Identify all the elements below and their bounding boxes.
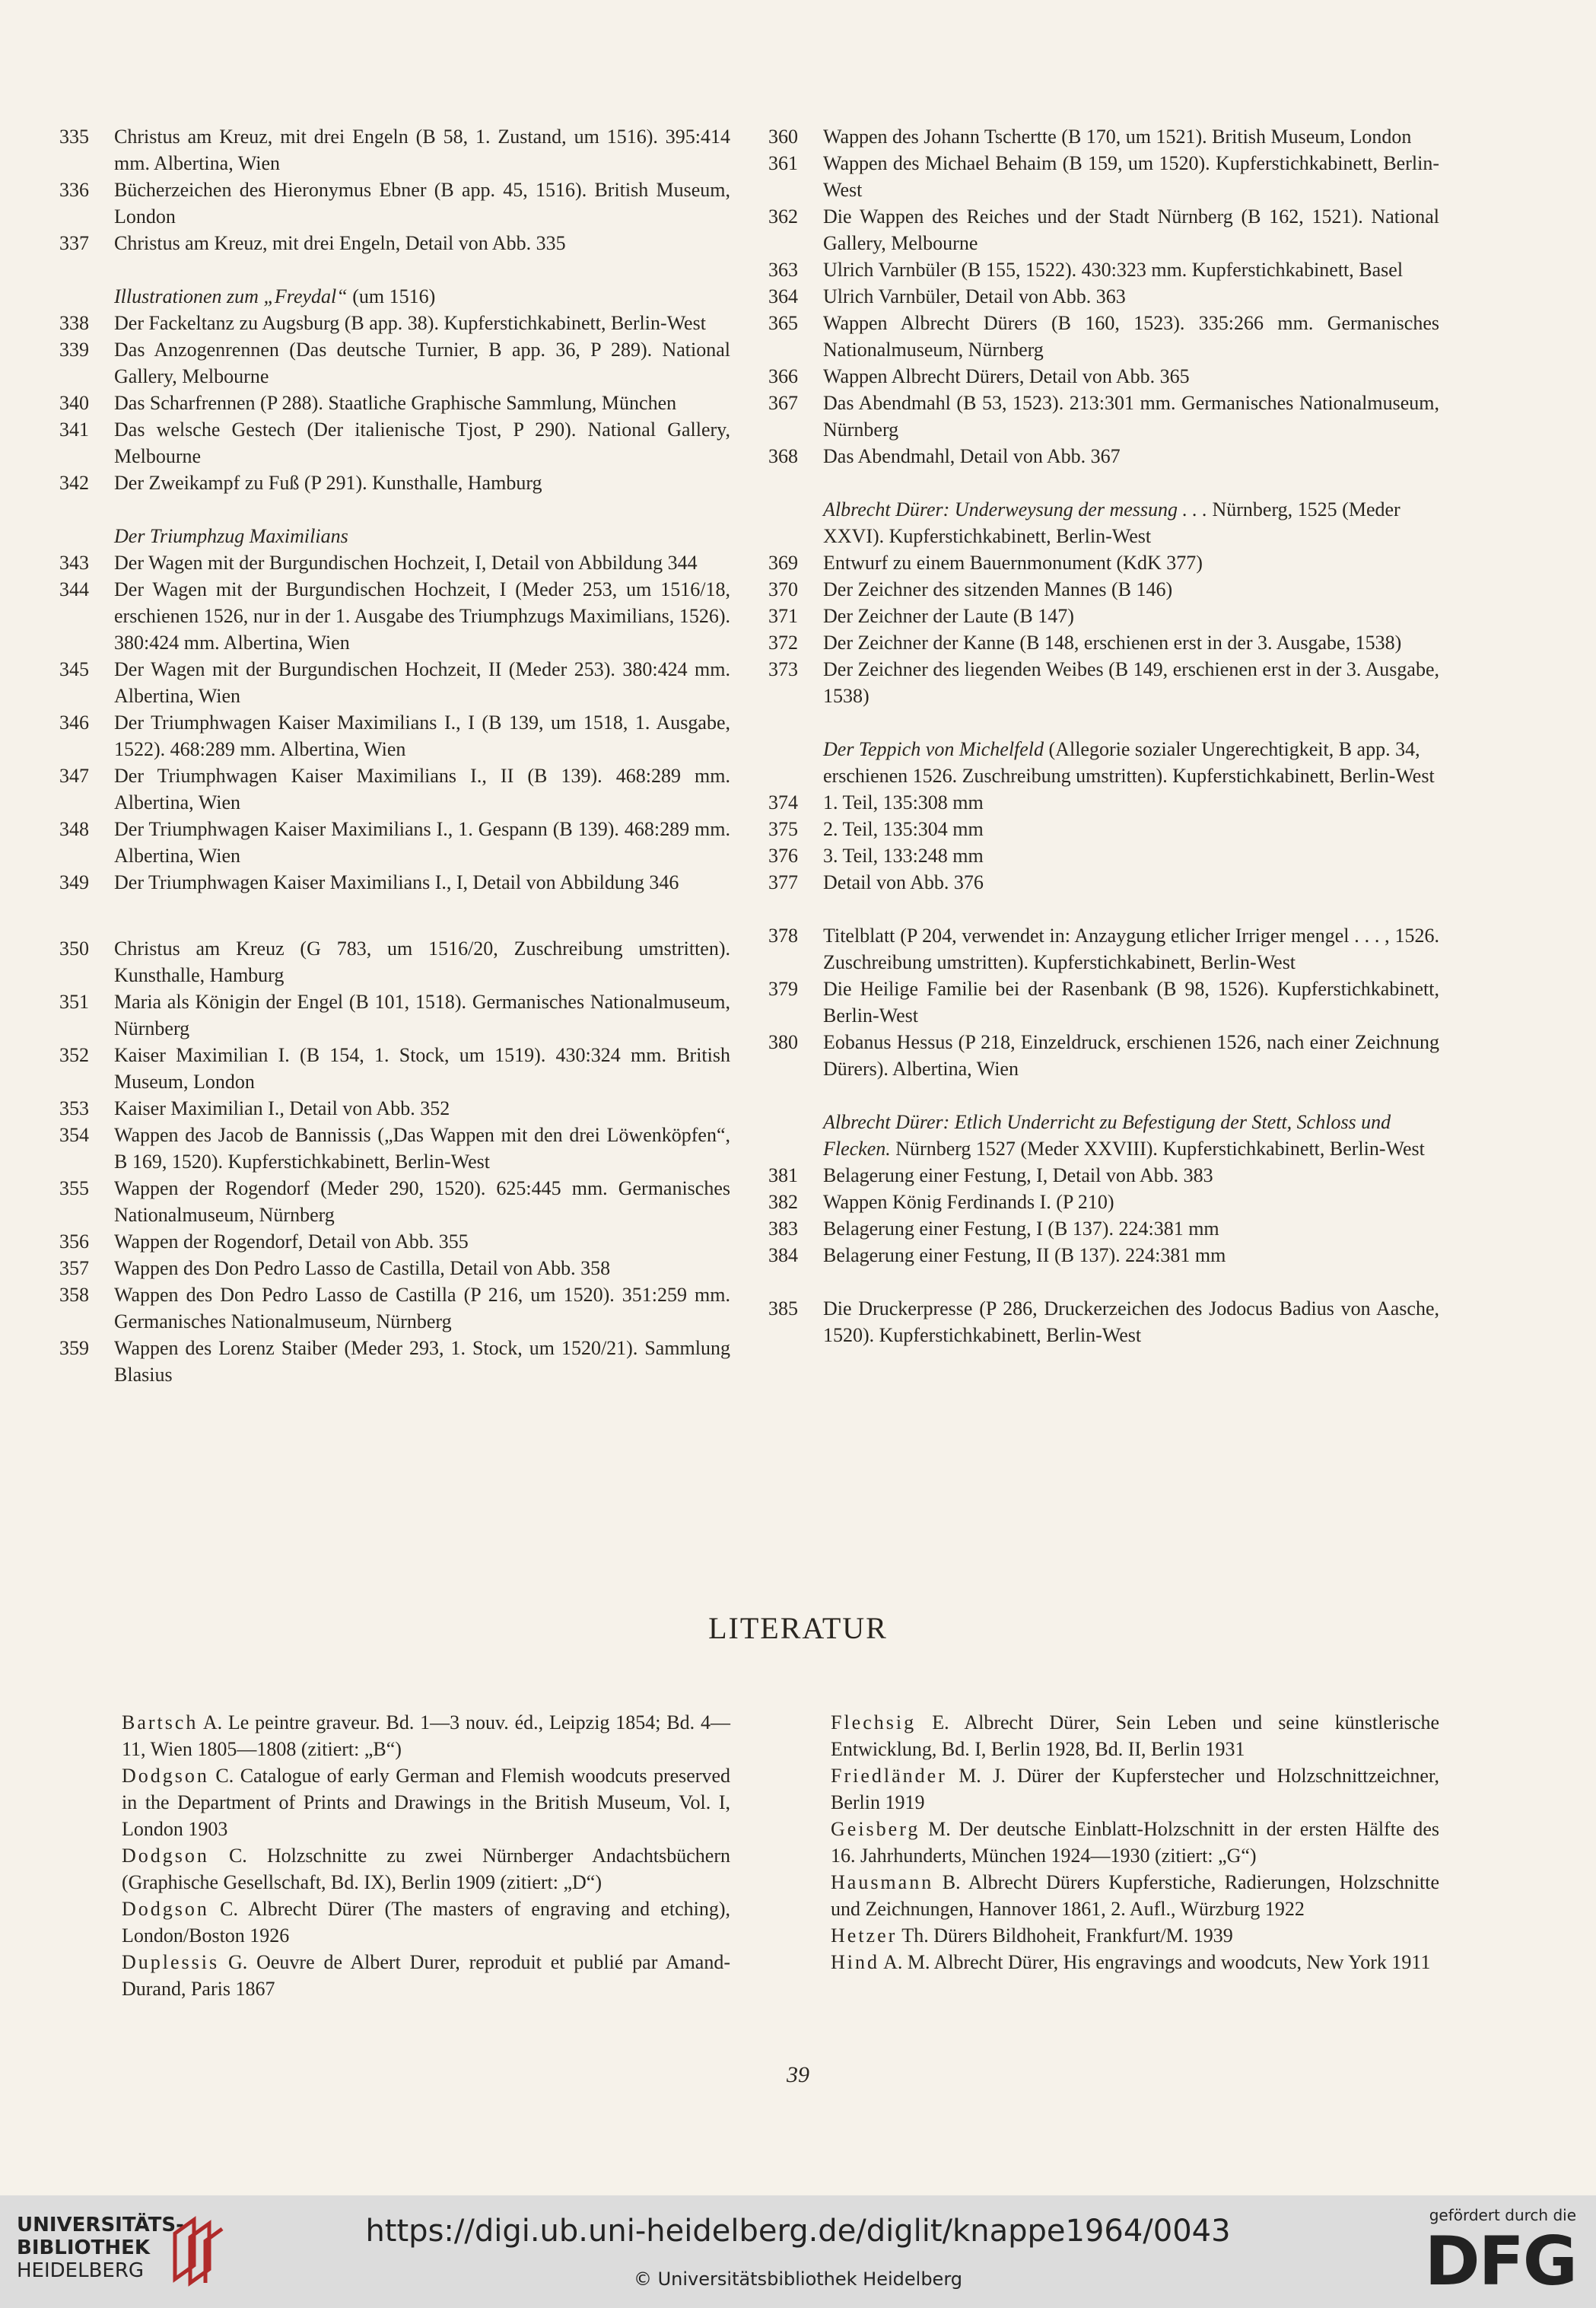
entry-text: 3. Teil, 133:248 mm [823, 845, 984, 867]
section-details: (Allegorie sozialer Ungerechtigkeit, B app. 34, erschienen 1526. Zuschreibung umstritten). Kupferstichkabinett, Berlin-West [823, 738, 1435, 787]
entry-number: 366 [768, 365, 798, 387]
entry-number: 380 [768, 1031, 798, 1053]
entry-number: 358 [59, 1284, 89, 1306]
entry-number: 376 [768, 845, 798, 867]
section-title: Der Triumphzug Maximilians [114, 525, 348, 547]
entry-text: Kaiser Maximilian I. (B 154, 1. Stock, um 1519). 430:324 mm. British Museum, London [114, 1044, 730, 1093]
entry-number: 383 [768, 1218, 798, 1240]
entry-text: Wappen Albrecht Dürers (B 160, 1523). 335:266 mm. Germanisches Nationalmuseum, Nürnberg [823, 312, 1439, 361]
column-spacer [768, 1082, 1439, 1109]
catalogue-entry [768, 1215, 1439, 1242]
entry-text: Der Wagen mit der Burgundischen Hochzeit, I (Meder 253, um 1516/18, erschienen 1526, nur in der 1. Ausgabe des Triumphzugs Maximilians, 1526). 380:424 mm. Albertina, Wien [114, 578, 730, 654]
entry-number: 365 [768, 312, 798, 334]
catalogue-entry [768, 203, 1439, 256]
bibliography-entry [831, 1762, 1439, 1816]
viewer-footer [0, 2195, 1596, 2308]
entry-number: 361 [768, 152, 798, 174]
catalogue-entry [59, 762, 730, 816]
bibliography-text: C. Holzschnitte zu zwei Nürnberger Andachtsbüchern (Graphische Gesellschaft, Bd. IX), Berlin 1909 (zitiert: „D“) [122, 1845, 730, 1893]
bibliography-text: C. Catalogue of early German and Flemish woodcuts preserved in the Department of Prints and Drawings in the British Museum, Vol. I, London 1903 [122, 1765, 730, 1840]
literature-left-column [122, 1709, 730, 2002]
catalogue-entry [768, 123, 1439, 150]
literature-heading: LITERATUR [708, 1611, 888, 1645]
entry-text: Christus am Kreuz, mit drei Engeln (B 58, 1. Zustand, um 1516). 395:414 mm. Albertina, Wien [114, 126, 730, 174]
entry-text: Titelblatt (P 204, verwendet in: Anzaygung etlicher Irriger mengel . . . , 1526. Zuschreibung umstritten). Kupferstichkabinett, Berlin-West [823, 925, 1439, 973]
entry-number: 355 [59, 1177, 89, 1199]
catalogue-entry [59, 1335, 730, 1388]
bibliography-author: Duplessis [122, 1951, 220, 1973]
entry-number: 385 [768, 1297, 798, 1320]
literature-right-column [831, 1709, 1439, 1975]
entry-number: 375 [768, 818, 798, 840]
library-name-line2: BIBLIOTHEK [17, 2236, 151, 2259]
catalogue-entry [768, 1029, 1439, 1082]
column-spacer [768, 1269, 1439, 1295]
entry-text: Belagerung einer Festung, I, Detail von Abb. 383 [823, 1164, 1213, 1186]
catalogue-entry [768, 869, 1439, 896]
entry-text: Belagerung einer Festung, I (B 137). 224:381 mm [823, 1218, 1219, 1240]
catalogue-entry [59, 1095, 730, 1122]
catalogue-entry [59, 1122, 730, 1175]
bibliography-author: Hausmann [831, 1871, 934, 1893]
bibliography-author: Dodgson [122, 1845, 209, 1867]
bibliography-text: E. Albrecht Dürer, Sein Leben und seine künstlerische Entwicklung, Bd. I, Berlin 1928, Bd. II, Berlin 1931 [831, 1711, 1439, 1760]
catalogue-entry [768, 363, 1439, 390]
catalogue-entry [59, 988, 730, 1042]
catalogue-entry [59, 816, 730, 869]
catalogue-entry [59, 1175, 730, 1228]
bibliography-entry [831, 1709, 1439, 1762]
entry-text: Der Zeichner der Laute (B 147) [823, 605, 1074, 627]
catalogue-entry [768, 789, 1439, 816]
section-heading [59, 523, 730, 549]
catalogue-entry [768, 310, 1439, 363]
entry-number: 344 [59, 578, 89, 600]
bibliography-entry [831, 1816, 1439, 1869]
entry-number: 338 [59, 312, 89, 334]
entry-text: Die Druckerpresse (P 286, Druckerzeichen des Jodocus Badius von Aasche, 1520). Kupferstichkabinett, Berlin-West [823, 1297, 1439, 1346]
catalogue-entry [768, 390, 1439, 443]
bibliography-entry [831, 1869, 1439, 1922]
catalogue-entry [768, 842, 1439, 869]
entry-text: Der Wagen mit der Burgundischen Hochzeit, II (Meder 253). 380:424 mm. Albertina, Wien [114, 658, 730, 707]
entry-text: Das Anzogenrennen (Das deutsche Turnier, B app. 36, P 289). National Gallery, Melbourne [114, 339, 730, 387]
entry-number: 354 [59, 1124, 89, 1146]
entry-text: 2. Teil, 135:304 mm [823, 818, 984, 840]
column-spacer [59, 496, 730, 523]
copyright-notice: © Universitätsbibliothek Heidelberg [633, 2268, 962, 2290]
bibliography-author: Hetzer [831, 1924, 898, 1947]
catalogue-entry [768, 603, 1439, 629]
bibliography-author: Flechsig [831, 1711, 917, 1733]
entry-text: Der Zeichner der Kanne (B 148, erschienen erst in der 3. Ausgabe, 1538) [823, 632, 1402, 654]
catalogue-entry [768, 1162, 1439, 1189]
catalogue-entry [59, 656, 730, 709]
section-details: Nürnberg 1527 (Meder XXVIII). Kupferstichkabinett, Berlin-West [890, 1138, 1425, 1160]
entry-text: Christus am Kreuz (G 783, um 1516/20, Zuschreibung umstritten). Kunsthalle, Hamburg [114, 938, 730, 986]
bibliography-text: G. Oeuvre de Albert Durer, reproduit et publié par Amand-Durand, Paris 1867 [122, 1951, 730, 2000]
catalogue-entry [768, 1189, 1439, 1215]
section-heading [768, 1109, 1439, 1162]
entry-text: Ulrich Varnbüler (B 155, 1522). 430:323 mm. Kupferstichkabinett, Basel [823, 259, 1404, 281]
column-spacer [768, 896, 1439, 922]
library-name-line1: UNIVERSITÄTS- [17, 2214, 184, 2236]
bibliography-entry [122, 1949, 730, 2002]
catalogue-entry [59, 390, 730, 416]
entry-text: Der Fackeltanz zu Augsburg (B app. 38). Kupferstichkabinett, Berlin-West [114, 312, 706, 334]
catalogue-entry [768, 150, 1439, 203]
entry-text: Der Triumphwagen Kaiser Maximilians I., I (B 139, um 1518, 1. Ausgabe, 1522). 468:289 mm. Albertina, Wien [114, 712, 730, 760]
section-title: Albrecht Dürer: Underweysung der messung . . . [823, 498, 1207, 520]
dfg-logo: DFG [1424, 2222, 1576, 2300]
entry-text: Das Abendmahl, Detail von Abb. 367 [823, 445, 1121, 467]
section-details: Nürnberg, 1525 (Meder XXVI). Kupferstichkabinett, Berlin-West [823, 498, 1400, 547]
entry-text: Das welsche Gestech (Der italienische Tjost, P 290). National Gallery, Melbourne [114, 419, 730, 467]
catalogue-entry [768, 816, 1439, 842]
entry-text: Entwurf zu einem Bauernmonument (KdK 377) [823, 552, 1203, 574]
entry-number: 384 [768, 1244, 798, 1266]
catalogue-entry [59, 576, 730, 656]
catalogue-entry [768, 656, 1439, 709]
catalogue-right-column [768, 123, 1439, 1348]
catalogue-entry [768, 443, 1439, 470]
entry-text: Maria als Königin der Engel (B 101, 1518). Germanisches Nationalmuseum, Nürnberg [114, 991, 730, 1039]
bibliography-text: M. Der deutsche Einblatt-Holzschnitt in der ersten Hälfte des 16. Jahrhunderts, München 1924—1930 (zitiert: „G“) [831, 1818, 1439, 1867]
entry-text: Kaiser Maximilian I., Detail von Abb. 352 [114, 1097, 450, 1119]
catalogue-entry [59, 470, 730, 496]
entry-text: Wappen des Johann Tschertte (B 170, um 1521). British Museum, London [823, 126, 1412, 148]
entry-number: 381 [768, 1164, 798, 1186]
bibliography-author: Hind [831, 1951, 879, 1973]
entry-text: Detail von Abb. 376 [823, 871, 984, 893]
entry-text: Das Abendmahl (B 53, 1523). 213:301 mm. Germanisches Nationalmuseum, Nürnberg [823, 392, 1439, 441]
catalogue-entry [768, 283, 1439, 310]
entry-text: Der Triumphwagen Kaiser Maximilians I., II (B 139). 468:289 mm. Albertina, Wien [114, 765, 730, 813]
entry-number: 373 [768, 658, 798, 680]
catalogue-entry [59, 869, 730, 896]
entry-number: 370 [768, 578, 798, 600]
entry-number: 346 [59, 712, 89, 734]
catalogue-entry [59, 549, 730, 576]
entry-number: 364 [768, 285, 798, 307]
entry-number: 348 [59, 818, 89, 840]
page-number: 39 [787, 2062, 809, 2087]
bibliography-author: Geisberg [831, 1818, 920, 1840]
bibliography-text: Th. Dürers Bildhoheit, Frankfurt/M. 1939 [897, 1924, 1233, 1947]
section-title: Der Teppich von Michelfeld [823, 738, 1044, 760]
catalogue-entry [59, 177, 730, 230]
entry-number: 363 [768, 259, 798, 281]
entry-number: 340 [59, 392, 89, 414]
bibliography-text: C. Albrecht Dürer (The masters of engraving and etching), London/Boston 1926 [122, 1898, 730, 1947]
bibliography-entry [122, 1709, 730, 1762]
entry-text: Der Triumphwagen Kaiser Maximilians I., 1. Gespann (B 139). 468:289 mm. Albertina, Wien [114, 818, 730, 867]
catalogue-entry [59, 336, 730, 390]
section-heading [768, 496, 1439, 549]
catalogue-entry [59, 1281, 730, 1335]
section-title: Albrecht Dürer: Etlich Underricht zu Befestigung der Stett, Schloss und Flecken. [823, 1111, 1391, 1160]
entry-number: 349 [59, 871, 89, 893]
bibliography-entry [831, 1922, 1439, 1949]
entry-text: Wappen Albrecht Dürers, Detail von Abb. 365 [823, 365, 1190, 387]
column-spacer [768, 470, 1439, 496]
bibliography-entry [122, 1842, 730, 1896]
catalogue-entry [768, 1242, 1439, 1269]
bibliography-author: Friedländer [831, 1765, 947, 1787]
catalogue-entry [59, 416, 730, 470]
entry-number: 345 [59, 658, 89, 680]
entry-text: Belagerung einer Festung, II (B 137). 224:381 mm [823, 1244, 1226, 1266]
funding-label: gefördert durch die [1429, 2206, 1576, 2224]
page-url-link[interactable]: https://digi.ub.uni-heidelberg.de/diglit/knappe1964/0043 [365, 2214, 1231, 2249]
catalogue-entry [59, 1042, 730, 1095]
entry-number: 374 [768, 791, 798, 813]
entry-number: 339 [59, 339, 89, 361]
section-heading [768, 736, 1439, 789]
bibliography-entry [122, 1762, 730, 1842]
catalogue-entry [59, 1228, 730, 1255]
entry-text: Ulrich Varnbüler, Detail von Abb. 363 [823, 285, 1126, 307]
entry-text: Wappen des Don Pedro Lasso de Castilla (P 216, um 1520). 351:259 mm. Germanisches Nationalmuseum, Nürnberg [114, 1284, 730, 1332]
entry-text: Die Heilige Familie bei der Rasenbank (B 98, 1526). Kupferstichkabinett, Berlin-West [823, 978, 1439, 1027]
catalogue-entry [59, 123, 730, 177]
entry-text: Der Zeichner des sitzenden Mannes (B 146) [823, 578, 1173, 600]
entry-number: 382 [768, 1191, 798, 1213]
entry-number: 379 [768, 978, 798, 1000]
entry-text: 1. Teil, 135:308 mm [823, 791, 984, 813]
entry-text: Wappen der Rogendorf (Meder 290, 1520). 625:445 mm. Germanisches Nationalmuseum, Nürnberg [114, 1177, 730, 1226]
entry-number: 337 [59, 232, 89, 254]
bibliography-author: Dodgson [122, 1765, 209, 1787]
entry-text: Wappen der Rogendorf, Detail von Abb. 355 [114, 1230, 469, 1253]
entry-number: 359 [59, 1337, 89, 1359]
column-spacer [59, 256, 730, 283]
catalogue-entry [768, 922, 1439, 976]
entry-number: 378 [768, 925, 798, 947]
entry-number: 372 [768, 632, 798, 654]
entry-number: 351 [59, 991, 89, 1013]
bibliography-text: A. Le peintre graveur. Bd. 1—3 nouv. éd., Leipzig 1854; Bd. 4—11, Wien 1805—1808 (zitiert: „B“) [122, 1711, 730, 1760]
catalogue-entry [59, 310, 730, 336]
section-heading [59, 283, 730, 310]
entry-text: Christus am Kreuz, mit drei Engeln, Detail von Abb. 335 [114, 232, 566, 254]
entry-text: Der Zeichner des liegenden Weibes (B 149, erschienen erst in der 3. Ausgabe, 1538) [823, 658, 1439, 707]
entry-number: 342 [59, 472, 89, 494]
entry-text: Der Zweikampf zu Fuß (P 291). Kunsthalle, Hamburg [114, 472, 542, 494]
entry-text: Eobanus Hessus (P 218, Einzeldruck, erschienen 1526, nach einer Zeichnung Dürers). Albertina, Wien [823, 1031, 1439, 1080]
entry-text: Der Triumphwagen Kaiser Maximilians I., I, Detail von Abbildung 346 [114, 871, 679, 893]
entry-text: Die Wappen des Reiches und der Stadt Nürnberg (B 162, 1521). National Gallery, Melbourne [823, 205, 1439, 254]
entry-number: 371 [768, 605, 798, 627]
entry-number: 352 [59, 1044, 89, 1066]
library-name-line3: HEIDELBERG [17, 2259, 145, 2282]
bibliography-author: Dodgson [122, 1898, 209, 1920]
entry-number: 350 [59, 938, 89, 960]
entry-number: 377 [768, 871, 798, 893]
catalogue-entry [59, 709, 730, 762]
catalogue-entry [59, 935, 730, 988]
section-details: (um 1516) [347, 285, 436, 307]
entry-text: Der Wagen mit der Burgundischen Hochzeit, I, Detail von Abbildung 344 [114, 552, 698, 574]
catalogue-entry [768, 576, 1439, 603]
entry-number: 335 [59, 126, 89, 148]
entry-number: 369 [768, 552, 798, 574]
entry-number: 336 [59, 179, 89, 201]
bibliography-entry [122, 1896, 730, 1949]
entry-text: Wappen König Ferdinands I. (P 210) [823, 1191, 1114, 1213]
entry-number: 347 [59, 765, 89, 787]
entry-text: Bücherzeichen des Hieronymus Ebner (B app. 45, 1516). British Museum, London [114, 179, 730, 228]
entry-number: 368 [768, 445, 798, 467]
catalogue-entry [59, 230, 730, 256]
entry-number: 362 [768, 205, 798, 228]
catalogue-entry [768, 256, 1439, 283]
bibliography-text: M. J. Dürer der Kupferstecher und Holzschnittzeichner, Berlin 1919 [831, 1765, 1439, 1813]
section-title: Illustrationen zum „Freydal“ [114, 285, 348, 307]
entry-number: 360 [768, 126, 798, 148]
entry-number: 353 [59, 1097, 89, 1119]
entry-text: Wappen des Lorenz Staiber (Meder 293, 1. Stock, um 1520/21). Sammlung Blasius [114, 1337, 730, 1386]
entry-text: Wappen des Michael Behaim (B 159, um 1520). Kupferstichkabinett, Berlin-West [823, 152, 1439, 201]
bibliography-author: Bartsch [122, 1711, 199, 1733]
catalogue-entry [768, 629, 1439, 656]
entry-number: 357 [59, 1257, 89, 1279]
entry-number: 341 [59, 419, 89, 441]
bibliography-text: B. Albrecht Dürers Kupferstiche, Radierungen, Holzschnitte und Zeichnungen, Hannover 1861, 2. Aufl., Würzburg 1922 [831, 1871, 1439, 1920]
bibliography-text: A. M. Albrecht Dürer, His engravings and woodcuts, New York 1911 [879, 1951, 1431, 1973]
column-spacer [768, 709, 1439, 736]
entry-text: Das Scharfrennen (P 288). Staatliche Graphische Sammlung, München [114, 392, 677, 414]
column-spacer [59, 896, 730, 935]
entry-number: 367 [768, 392, 798, 414]
entry-number: 343 [59, 552, 89, 574]
catalogue-entry [768, 549, 1439, 576]
entry-number: 356 [59, 1230, 89, 1253]
entry-text: Wappen des Don Pedro Lasso de Castilla, Detail von Abb. 358 [114, 1257, 611, 1279]
catalogue-left-column [59, 123, 730, 1388]
bibliography-entry [831, 1949, 1439, 1975]
catalogue-entry [768, 976, 1439, 1029]
entry-text: Wappen des Jacob de Bannissis („Das Wappen mit den drei Löwenköpfen“, B 169, 1520). Kupferstichkabinett, Berlin-West [114, 1124, 730, 1173]
catalogue-entry [768, 1295, 1439, 1348]
catalogue-entry [59, 1255, 730, 1281]
